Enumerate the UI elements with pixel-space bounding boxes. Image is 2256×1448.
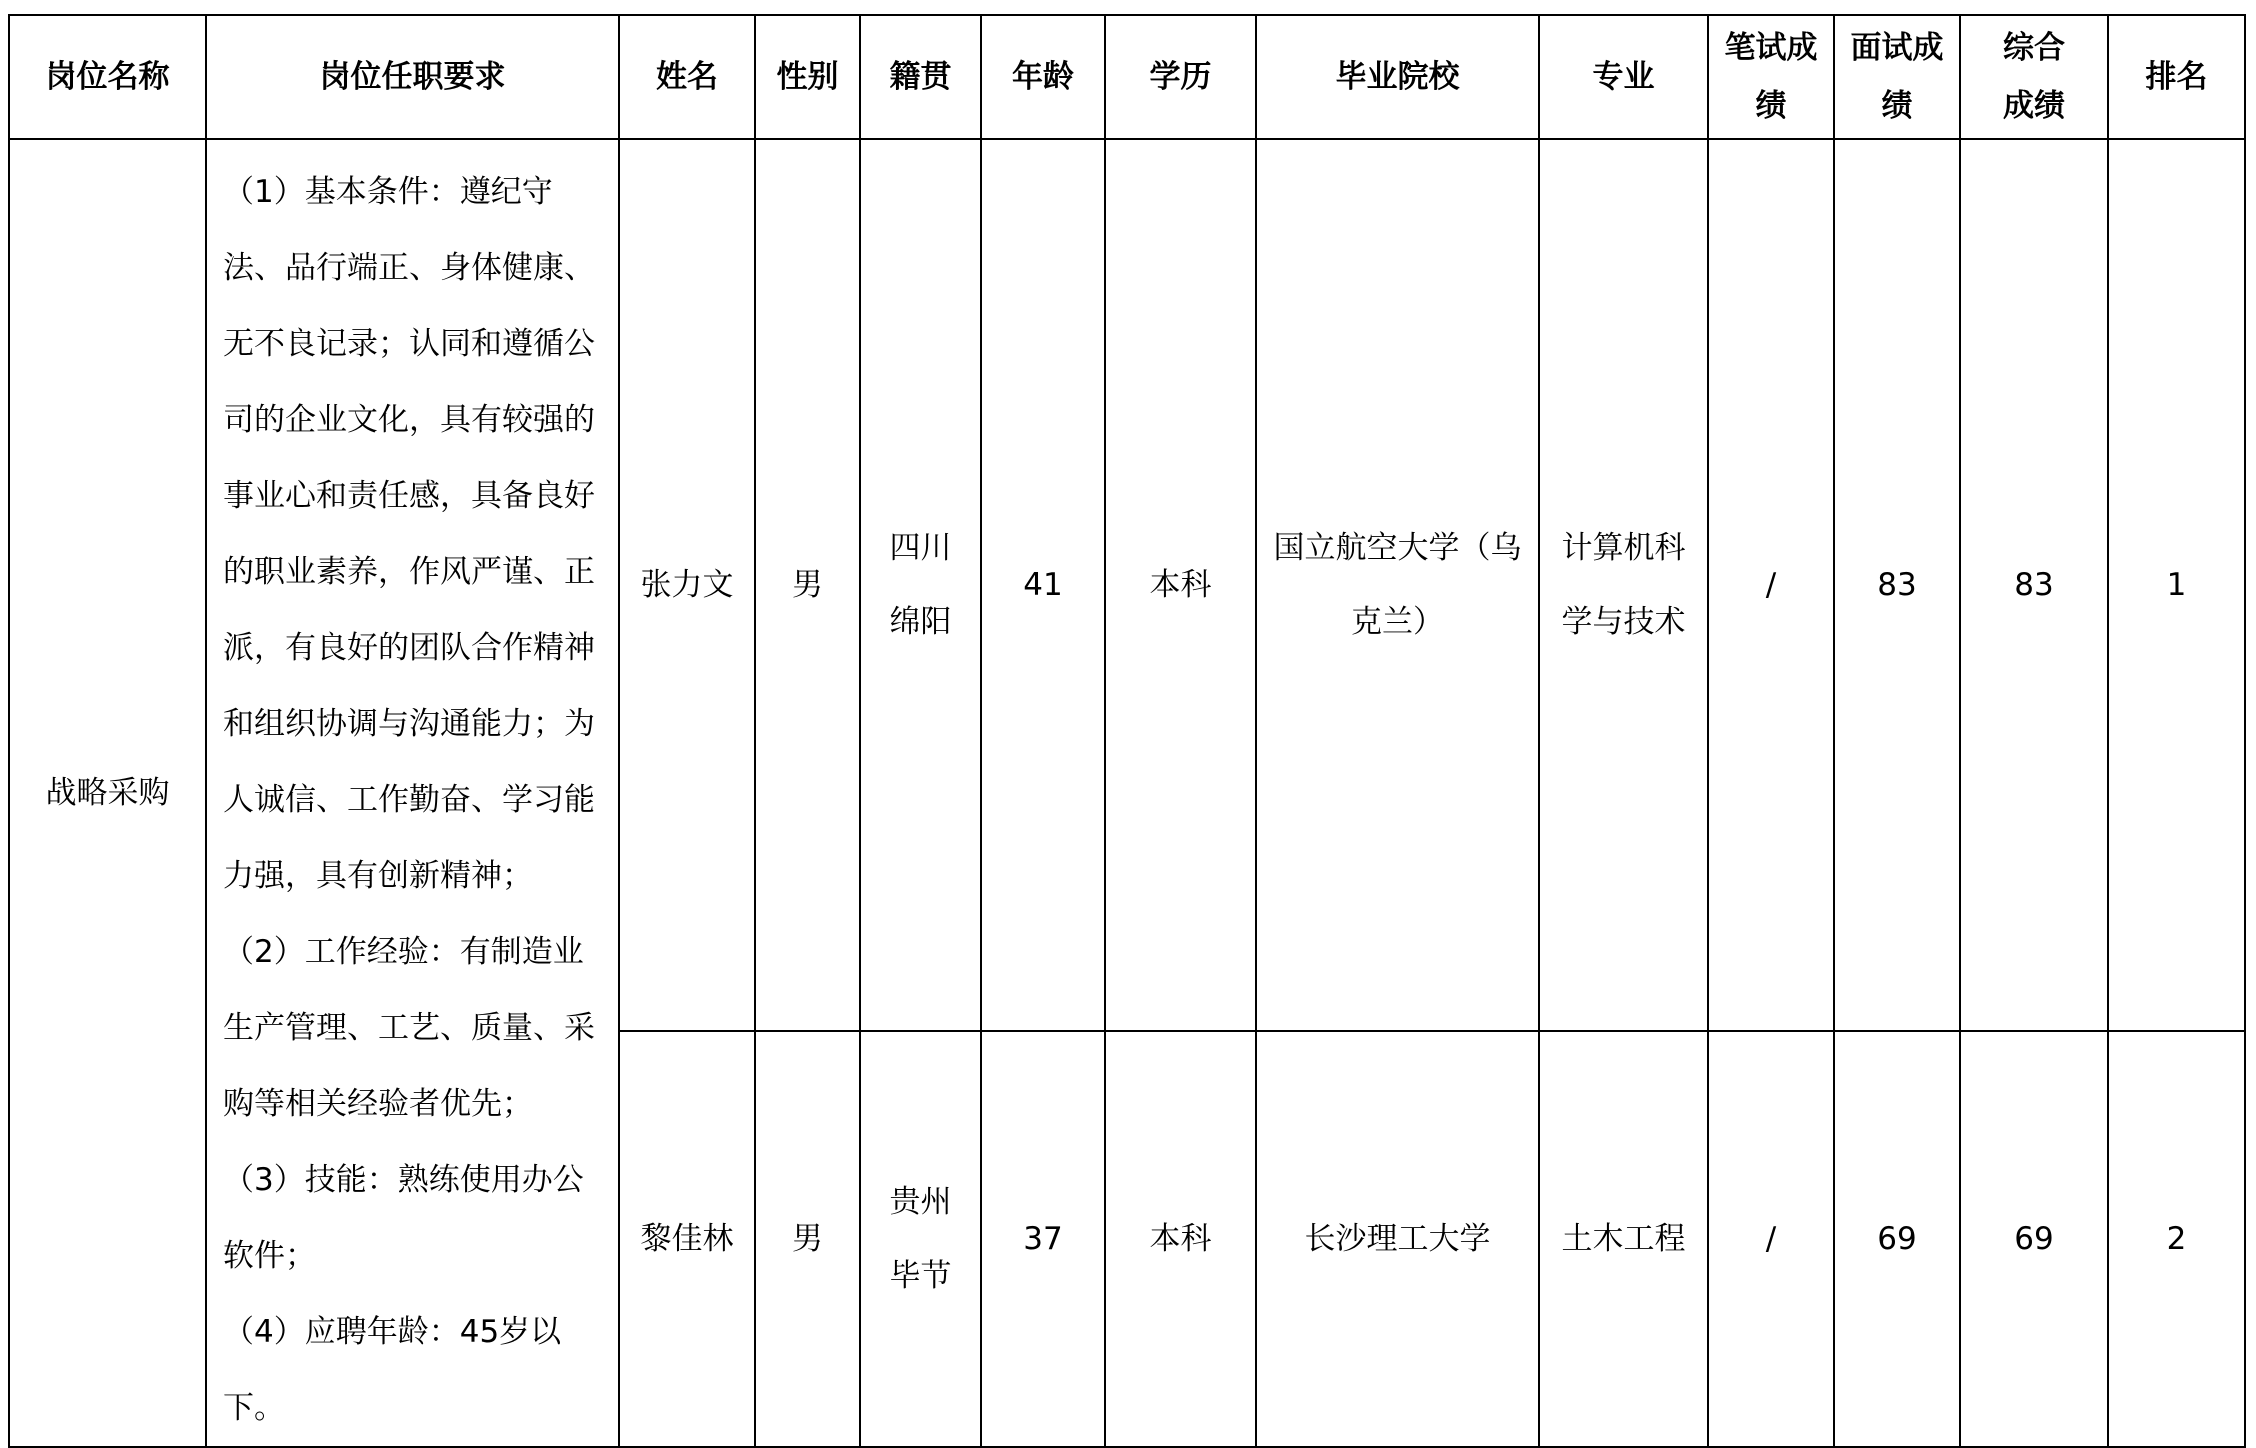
header-school: 毕业院校 — [1256, 15, 1539, 139]
header-rank: 排名 — [2108, 15, 2245, 139]
candidate-name: 张力文 — [619, 139, 755, 1031]
header-education: 学历 — [1105, 15, 1256, 139]
candidate-interview-score: 69 — [1834, 1031, 1960, 1447]
header-written-score: 笔试成 绩 — [1708, 15, 1834, 139]
requirement-item: （1）基本条件：遵纪守法、品行端正、身体健康、无不良记录；认同和遵循公司的企业文化，具有较强的事业心和责任感，具备良好的职业素养，作风严谨、正派，有良好的团队合作精神和组织协调与沟通能力；为人诚信、工作勤奋、学习能力强，具有创新精神； — [223, 174, 595, 894]
candidate-age: 41 — [981, 139, 1105, 1031]
header-row — [9, 15, 2245, 139]
position-name-cell: 战略采购 — [9, 139, 206, 1447]
candidate-written-score: / — [1708, 139, 1834, 1031]
candidate-gender: 男 — [755, 1031, 860, 1447]
candidate-name: 黎佳林 — [619, 1031, 755, 1447]
candidate-school: 国立航空大学（乌 克兰） — [1256, 139, 1539, 1031]
header-position: 岗位名称 — [9, 15, 206, 139]
candidate-major: 计算机科 学与技术 — [1539, 139, 1708, 1031]
results-table-container — [8, 14, 2246, 1448]
candidate-origin: 贵州 毕节 — [860, 1031, 981, 1447]
requirement-item: （2）工作经验：有制造业生产管理、工艺、质量、采购等相关经验者优先； — [223, 934, 595, 1122]
header-age: 年龄 — [981, 15, 1105, 139]
header-origin: 籍贯 — [860, 15, 981, 139]
header-gender: 性别 — [755, 15, 860, 139]
requirement-item: （3）技能：熟练使用办公软件； — [223, 1162, 584, 1274]
candidate-total-score: 83 — [1960, 139, 2108, 1031]
candidate-gender: 男 — [755, 139, 860, 1031]
candidate-major: 土木工程 — [1539, 1031, 1708, 1447]
header-name: 姓名 — [619, 15, 755, 139]
candidate-origin: 四川 绵阳 — [860, 139, 981, 1031]
header-interview-score: 面试成 绩 — [1834, 15, 1960, 139]
results-table — [8, 14, 2246, 1448]
candidate-total-score: 69 — [1960, 1031, 2108, 1447]
candidate-education: 本科 — [1105, 139, 1256, 1031]
candidate-education: 本科 — [1105, 1031, 1256, 1447]
candidate-age: 37 — [981, 1031, 1105, 1447]
candidate-school: 长沙理工大学 — [1256, 1031, 1539, 1447]
header-major: 专业 — [1539, 15, 1708, 139]
table-row — [9, 139, 2245, 1031]
candidate-rank: 1 — [2108, 139, 2245, 1031]
candidate-interview-score: 83 — [1834, 139, 1960, 1031]
requirement-item: （4）应聘年龄：45岁以下。 — [223, 1314, 562, 1426]
candidate-rank: 2 — [2108, 1031, 2245, 1447]
header-requirements: 岗位任职要求 — [206, 15, 619, 139]
header-total-score: 综合 成绩 — [1960, 15, 2108, 139]
requirements-cell — [206, 139, 619, 1447]
candidate-written-score: / — [1708, 1031, 1834, 1447]
